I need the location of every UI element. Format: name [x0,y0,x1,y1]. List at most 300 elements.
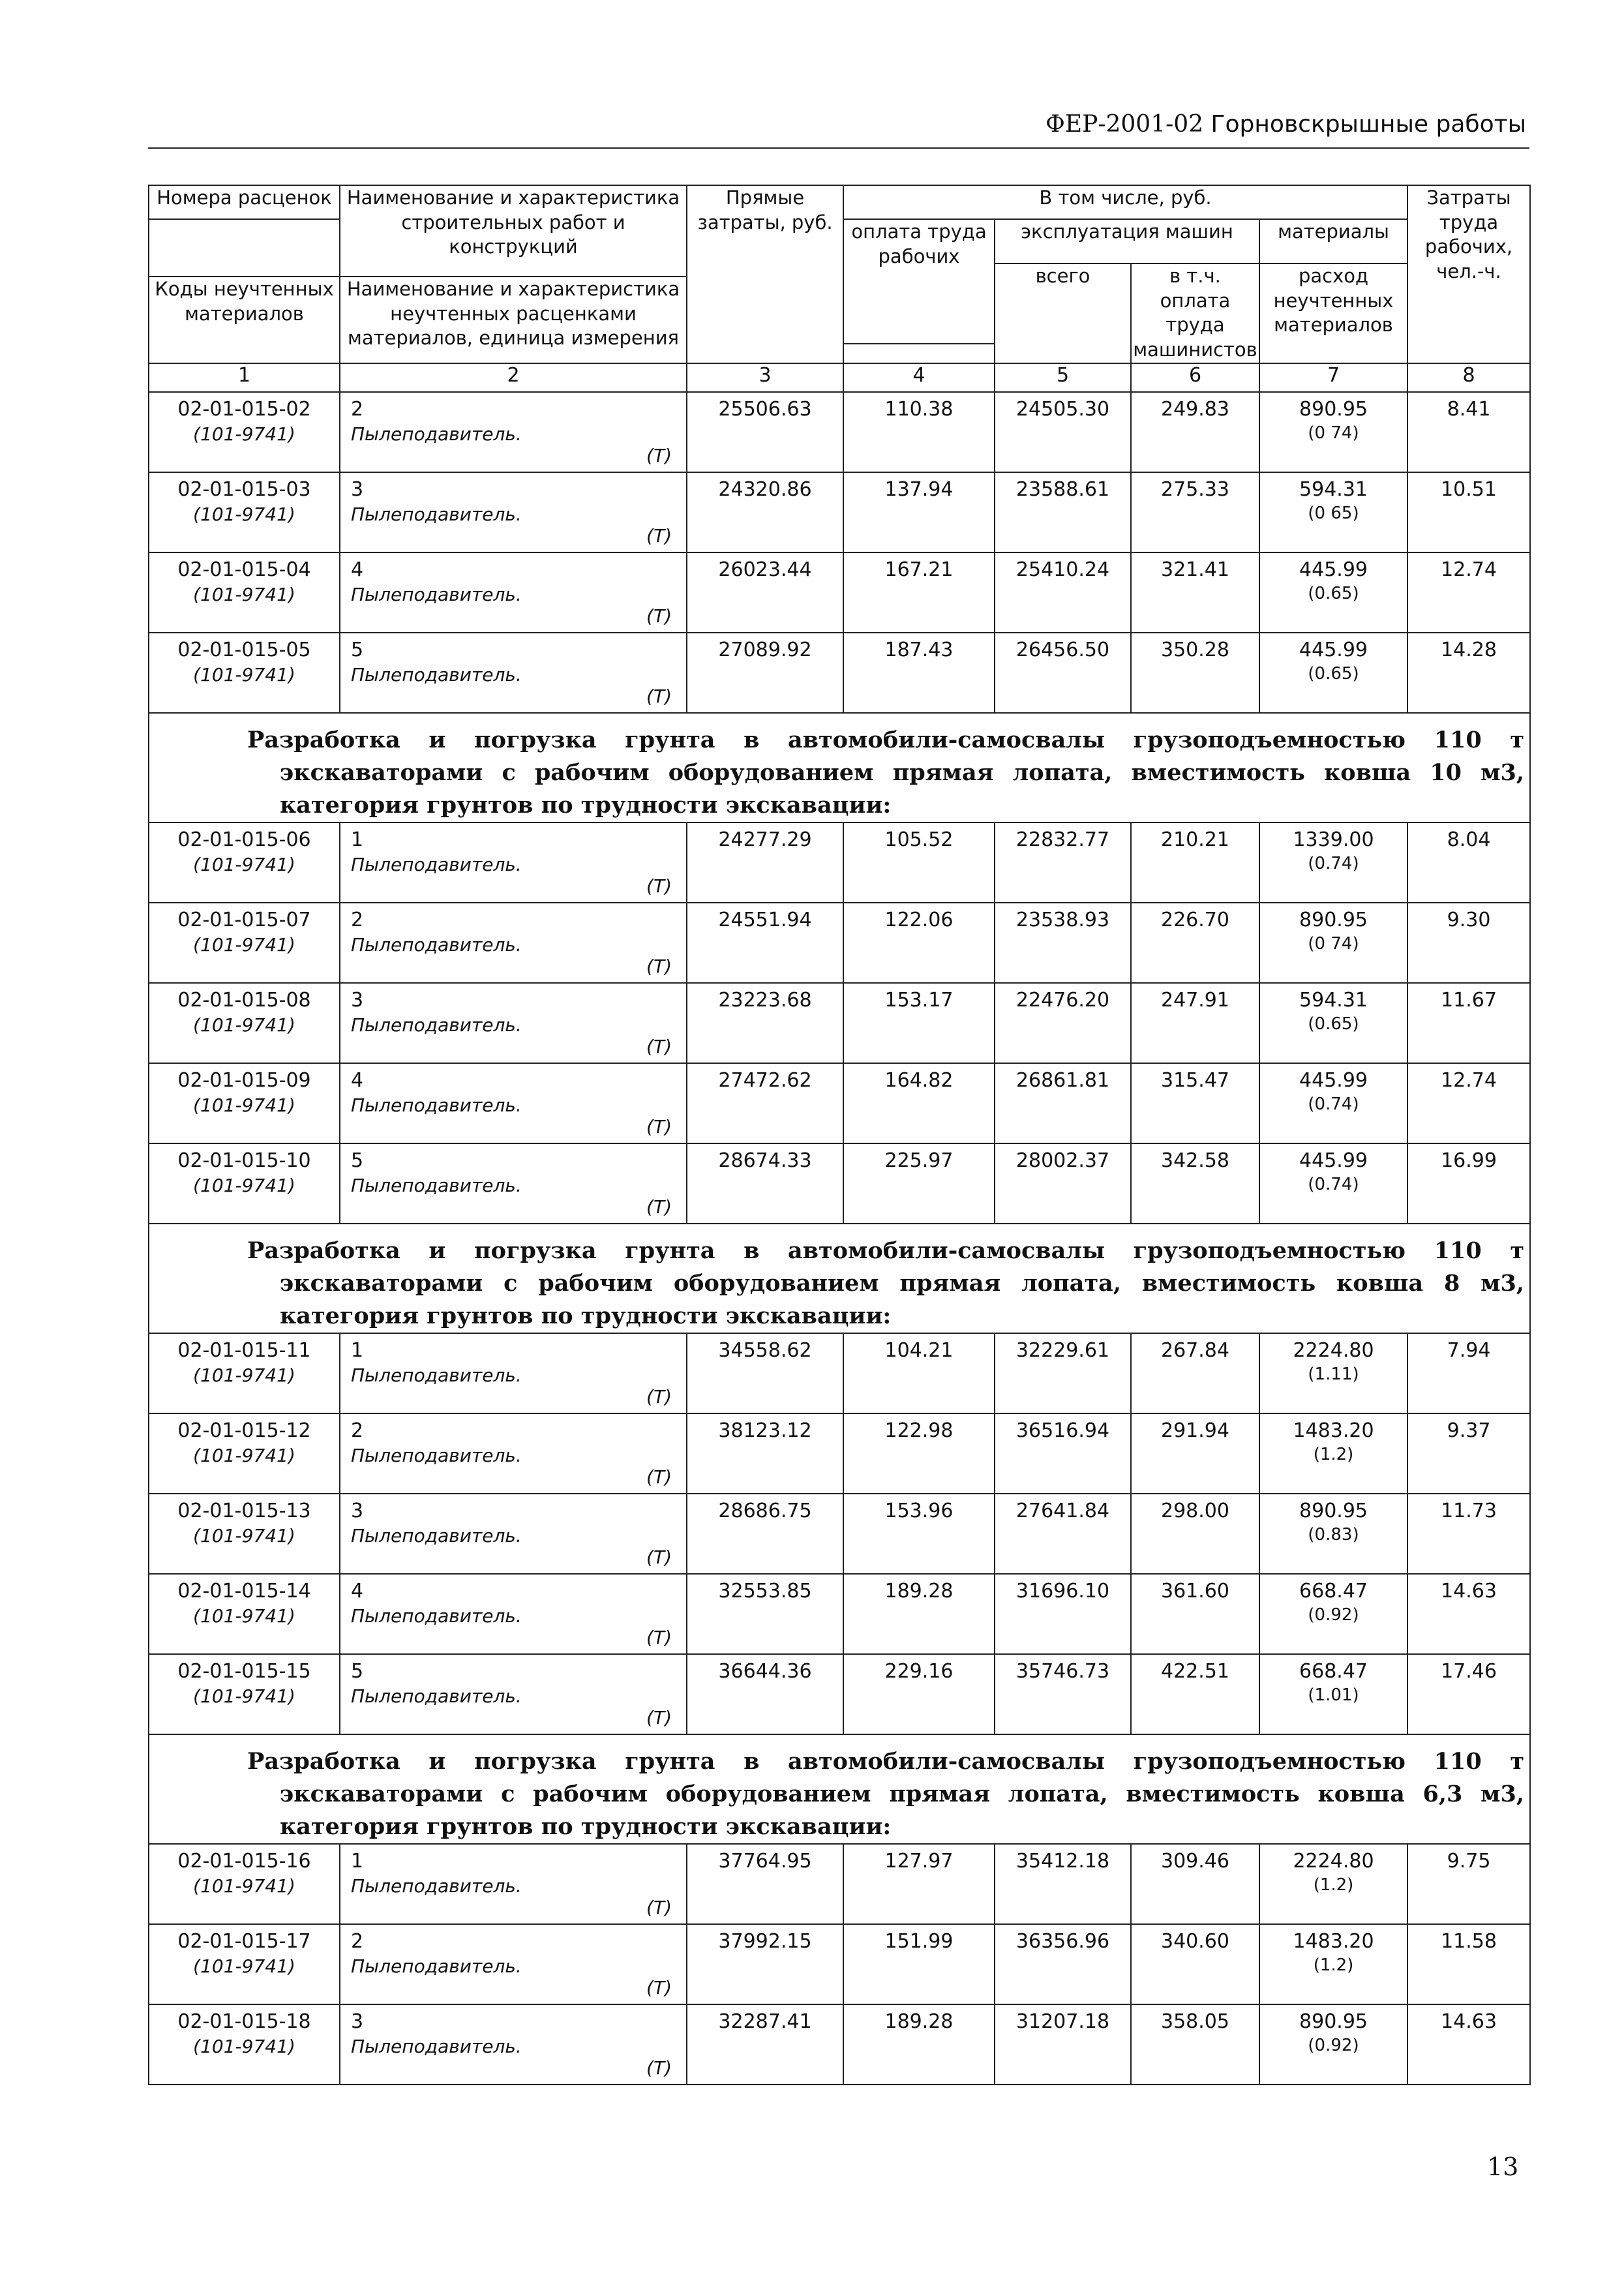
materials-price: 2224.80 [1293,1338,1374,1362]
name-cell [340,1333,687,1413]
operators-pay-cell-value: 309.46 [1161,1849,1229,1873]
row-number: 5 [351,1659,364,1683]
operators-pay-cell [1131,1333,1259,1413]
rate-code: 02-01-015-11 [177,1338,311,1362]
machines-total-cell [995,822,1131,903]
name-cell [340,1574,687,1654]
machines-total-cell-value: 36516.94 [1015,1419,1110,1442]
machines-total-cell-value: 32229.61 [1015,1338,1110,1362]
machines-total-cell [995,1574,1131,1654]
materials-price: 1483.20 [1293,1419,1374,1442]
labor-hours-cell [1407,1413,1530,1494]
code-cell [149,1654,340,1734]
labor-hours-value: 11.58 [1441,1929,1497,1953]
section-title: Разработка и погрузка грунта в автомобили-самосвалы грузоподъемностью 110 т экскаваторами с рабочим оборудованием прямая лопата, вместимость ковша 10 м3, категория грунтов по трудности экскавации: [247,726,1525,819]
material-unit: (Т) [646,1976,672,1998]
code-cell [149,392,340,472]
material-code: (101-9741) [193,1685,295,1707]
material-name: Пылеподавитель. [351,663,522,686]
labor-hours-value: 10.51 [1441,477,1497,501]
labor-pay-cell-value: 153.96 [884,1499,954,1522]
operators-pay-cell [1131,1574,1259,1654]
rate-code: 02-01-015-14 [177,1579,311,1603]
materials-price: 445.99 [1299,1068,1368,1092]
row-number: 3 [351,988,364,1012]
rate-code: 02-01-015-16 [177,1849,311,1873]
labor-hours-cell [1407,983,1530,1063]
materials-price: 445.99 [1299,1149,1368,1172]
rate-code: 02-01-015-08 [177,988,311,1012]
material-name: Пылеподавитель. [351,583,522,605]
rate-code: 02-01-015-02 [177,397,311,421]
labor-pay-cell-value: 122.98 [884,1419,954,1442]
operators-pay-cell [1131,1143,1259,1224]
materials-cell [1259,2004,1407,2085]
direct-cost-cell-value: 37764.95 [718,1849,812,1873]
machines-total-cell-value: 24505.30 [1015,397,1110,421]
section-title-row [149,1224,1530,1333]
material-code: (101-9741) [193,1955,295,1977]
name-cell [340,472,687,552]
labor-pay-cell [843,392,995,472]
machines-total-cell-value: 26861.81 [1015,1068,1110,1092]
including-group-header: В том числе, руб. [843,185,1407,219]
labor-hours-cell [1407,1333,1530,1413]
material-name: Пылеподавитель. [351,1955,522,1977]
labor-pay-cell [843,1143,995,1224]
direct-cost-cell-value: 34558.62 [718,1338,812,1362]
machines-total-cell-value: 25410.24 [1015,558,1110,581]
direct-cost-cell [687,1574,843,1654]
row-number: 4 [351,1068,364,1092]
operators-pay-cell [1131,1063,1259,1143]
row-number: 1 [351,828,364,851]
material-unit: (Т) [646,2057,672,2079]
code-cell [149,903,340,983]
labor-hours-value: 9.75 [1447,1849,1491,1873]
operators-pay-cell-value: 315.47 [1161,1068,1229,1092]
materials-quantity: (0.92) [1308,1605,1359,1625]
operators-pay-cell [1131,552,1259,633]
operators-pay-cell-value: 291.94 [1161,1419,1229,1442]
direct-cost-cell [687,903,843,983]
section-title-cell [149,1734,1530,1844]
rate-code: 02-01-015-06 [177,828,311,851]
machines-total-cell-value: 35412.18 [1015,1849,1110,1873]
material-code: (101-9741) [193,663,295,686]
direct-cost-cell [687,392,843,472]
table-row [149,472,1530,552]
labor-hours-cell [1407,1844,1530,1924]
operators-pay-cell [1131,633,1259,713]
machines-total-cell-value: 23588.61 [1015,477,1110,501]
machines-total-cell-value: 22476.20 [1015,988,1110,1012]
operators-pay-header: в т.ч. оплата труда машинистов [1131,264,1259,363]
machines-total-cell [995,472,1131,552]
labor-hours-cell [1407,552,1530,633]
machines-total-cell-value: 36356.96 [1015,1929,1110,1953]
material-name: Пылеподавитель. [351,1444,522,1466]
operators-pay-cell-value: 340.60 [1161,1929,1229,1953]
materials-quantity: (0.83) [1308,1524,1359,1545]
material-name: Пылеподавитель. [351,1685,522,1707]
materials-quantity: (0 74) [1308,933,1359,954]
direct-cost-cell [687,1063,843,1143]
machines-total-cell-value: 31696.10 [1015,1579,1110,1603]
column-number: 1 [149,363,340,392]
direct-cost-cell-value: 32287.41 [718,2010,812,2033]
section-title: Разработка и погрузка грунта в автомобили-самосвалы грузоподъемностью 110 т экскаваторами с рабочим оборудованием прямая лопата, вместимость ковша 6,3 м3, категория грунтов по трудности экскавации: [247,1747,1525,1840]
name-cell [340,1844,687,1924]
code-cell [149,2004,340,2085]
labor-pay-cell-value: 153.17 [884,988,954,1012]
col1-bottom-header: Коды неучтенных материалов [149,277,340,363]
col2-bottom-header: Наименование и характеристика неучтенных расценками материалов, единица измерения [340,277,687,363]
labor-hours-cell [1407,1924,1530,2004]
labor-pay-cell-value: 189.28 [884,2010,954,2033]
row-number: 5 [351,638,364,661]
row-number: 5 [351,1149,364,1172]
table-row [149,1654,1530,1734]
direct-cost-cell-value: 25506.63 [718,397,812,421]
labor-hours-value: 17.46 [1441,1659,1497,1683]
labor-pay-cell [843,472,995,552]
rate-code: 02-01-015-03 [177,477,311,501]
direct-cost-cell [687,552,843,633]
material-unit: (Т) [646,955,672,977]
table-row [149,1063,1530,1143]
section-title-row [149,713,1530,822]
code-cell [149,472,340,552]
col1-spacer [149,219,340,277]
row-number: 3 [351,477,364,501]
operators-pay-cell [1131,822,1259,903]
direct-cost-cell [687,633,843,713]
column-number: 4 [843,363,995,392]
material-code: (101-9741) [193,1174,295,1196]
operators-pay-cell-value: 210.21 [1161,828,1229,851]
labor-hours-cell [1407,2004,1530,2085]
material-name: Пылеподавитель. [351,1524,522,1546]
unaccounted-materials-header: расход неучтенных материалов [1259,264,1407,363]
rate-code: 02-01-015-12 [177,1419,311,1442]
machines-total-cell-value: 23538.93 [1015,908,1110,931]
direct-cost-cell-value: 24277.29 [718,828,812,851]
materials-price: 890.95 [1299,397,1368,421]
materials-quantity: (0.65) [1308,583,1359,603]
direct-cost-cell [687,1844,843,1924]
table-row [149,1413,1530,1494]
name-cell [340,822,687,903]
materials-cell [1259,1924,1407,2004]
labor-pay-header: оплата труда рабочих [843,219,995,344]
machines-total-cell [995,983,1131,1063]
table-row [149,2004,1530,2085]
materials-cell [1259,552,1407,633]
labor-hours-cell [1407,633,1530,713]
material-unit: (Т) [646,1035,672,1057]
direct-cost-cell-value: 24320.86 [718,477,812,501]
column-number: 8 [1407,363,1530,392]
machines-total-cell [995,1654,1131,1734]
labor-pay-cell-value: 127.97 [884,1849,954,1873]
table-row [149,822,1530,903]
row-number: 2 [351,1929,364,1953]
labor-hours-cell [1407,392,1530,472]
materials-price: 445.99 [1299,558,1368,581]
direct-cost-cell [687,2004,843,2085]
materials-price: 594.31 [1299,477,1368,501]
material-code: (101-9741) [193,1875,295,1897]
material-name: Пылеподавитель. [351,503,522,525]
material-code: (101-9741) [193,1094,295,1116]
direct-cost-cell-value: 24551.94 [718,908,812,931]
materials-cell [1259,1574,1407,1654]
labor-pay-cell-value: 104.21 [884,1338,954,1362]
labor-hours-value: 8.41 [1447,397,1491,421]
table-row [149,1844,1530,1924]
material-code: (101-9741) [193,933,295,956]
direct-cost-cell-value: 23223.68 [718,988,812,1012]
labor-pay-cell [843,1654,995,1734]
table-row [149,1494,1530,1574]
direct-cost-cell-value: 37992.15 [718,1929,812,1953]
labor-pay-cell [843,633,995,713]
material-unit: (Т) [646,605,672,627]
material-name: Пылеподавитель. [351,2035,522,2057]
material-code: (101-9741) [193,1524,295,1546]
name-cell [340,1654,687,1734]
header-rule [148,147,1529,149]
column-numbers-row [149,363,1530,392]
labor-hours-cell [1407,903,1530,983]
labor-hours-value: 12.74 [1441,558,1497,581]
material-unit: (Т) [646,1196,672,1218]
name-cell [340,983,687,1063]
name-cell [340,392,687,472]
material-unit: (Т) [646,1115,672,1138]
operators-pay-cell-value: 267.84 [1161,1338,1229,1362]
name-cell [340,1494,687,1574]
machines-total-cell [995,552,1131,633]
materials-cell [1259,1333,1407,1413]
material-code: (101-9741) [193,1444,295,1466]
operators-pay-cell [1131,1413,1259,1494]
labor-hours-cell [1407,822,1530,903]
col2-top-header: Наименование и характеристика строительных работ и конструкций [340,185,687,277]
labor-pay-cell-value: 189.28 [884,1579,954,1603]
direct-cost-cell-value: 28674.33 [718,1149,812,1172]
materials-price: 445.99 [1299,638,1368,661]
column-number: 3 [687,363,843,392]
materials-quantity: (0.74) [1308,853,1359,873]
operators-pay-cell-value: 249.83 [1161,397,1229,421]
table-row [149,1143,1530,1224]
materials-cell [1259,1413,1407,1494]
labor-pay-cell-value: 167.21 [884,558,954,581]
materials-cell [1259,1844,1407,1924]
labor-pay-cell [843,903,995,983]
name-cell [340,1063,687,1143]
operators-pay-cell-value: 298.00 [1161,1499,1229,1522]
material-name: Пылеподавитель. [351,1094,522,1116]
code-cell [149,552,340,633]
code-cell [149,1844,340,1924]
labor-pay-cell-value: 105.52 [884,828,954,851]
row-number: 4 [351,1579,364,1603]
machines-total-cell [995,1924,1131,2004]
labor-hours-value: 14.63 [1441,1579,1497,1603]
machines-total-cell [995,1063,1131,1143]
name-cell [340,633,687,713]
labor-hours-value: 11.73 [1441,1499,1497,1522]
table-row [149,903,1530,983]
table-row [149,1574,1530,1654]
labor-hours-value: 9.30 [1447,908,1491,931]
materials-price: 2224.80 [1293,1849,1374,1873]
material-code: (101-9741) [193,1605,295,1627]
labor-pay-cell-value: 110.38 [884,397,954,421]
name-cell [340,1413,687,1494]
rate-code: 02-01-015-07 [177,908,311,931]
row-number: 2 [351,1419,364,1442]
direct-cost-cell-value: 32553.85 [718,1579,812,1603]
labor-pay-cell [843,1063,995,1143]
machines-total-cell [995,633,1131,713]
column-number: 6 [1131,363,1259,392]
material-name: Пылеподавитель. [351,853,522,875]
code-cell [149,983,340,1063]
direct-cost-cell [687,1924,843,2004]
direct-cost-cell [687,1654,843,1734]
material-name: Пылеподавитель. [351,1605,522,1627]
rate-code: 02-01-015-15 [177,1659,311,1683]
materials-cell [1259,1143,1407,1224]
direct-cost-cell-value: 38123.12 [718,1419,812,1442]
name-cell [340,903,687,983]
materials-quantity: (0 65) [1308,503,1359,523]
materials-quantity: (1.2) [1313,1955,1354,1975]
material-name: Пылеподавитель. [351,933,522,956]
material-code: (101-9741) [193,503,295,525]
labor-hours-value: 7.94 [1447,1338,1491,1362]
code-cell [149,1574,340,1654]
name-cell [340,1143,687,1224]
labor-pay-cell-value: 187.43 [884,638,954,661]
material-code: (101-9741) [193,2035,295,2057]
materials-price: 890.95 [1299,908,1368,931]
direct-cost-cell [687,1333,843,1413]
labor-hours-value: 11.67 [1441,988,1497,1012]
materials-price: 1339.00 [1293,828,1374,851]
direct-cost-cell-value: 27472.62 [718,1068,812,1092]
materials-quantity: (1.01) [1308,1685,1359,1705]
labor-hours-value: 9.37 [1447,1419,1491,1442]
machines-total-cell [995,1413,1131,1494]
direct-cost-cell-value: 36644.36 [718,1659,812,1683]
materials-header: материалы [1259,219,1407,264]
operators-pay-cell-value: 226.70 [1161,908,1229,931]
labor-pay-cell [843,822,995,903]
machines-total-cell [995,2004,1131,2085]
row-number: 4 [351,558,364,581]
material-unit: (Т) [646,1546,672,1568]
material-name: Пылеподавитель. [351,1014,522,1036]
labor-pay-cell-value: 122.06 [884,908,954,931]
material-unit: (Т) [646,685,672,707]
code-cell [149,1494,340,1574]
row-number: 1 [351,1338,364,1362]
materials-price: 668.47 [1299,1659,1368,1683]
code-cell [149,1413,340,1494]
table-row [149,552,1530,633]
labor-hours-cell [1407,472,1530,552]
materials-price: 890.95 [1299,1499,1368,1522]
rate-code: 02-01-015-10 [177,1149,311,1172]
labor-pay-cell-value: 229.16 [884,1659,954,1683]
section-title-cell [149,1224,1530,1333]
material-unit: (Т) [646,524,672,547]
operators-pay-cell-value: 350.28 [1161,638,1229,661]
labor-pay-cell-value: 164.82 [884,1068,954,1092]
labor-hours-value: 12.74 [1441,1068,1497,1092]
page-number: 13 [1487,2152,1519,2181]
labor-pay-cell [843,552,995,633]
labor-pay-cell [843,1413,995,1494]
materials-cell [1259,633,1407,713]
header-subtitle: Горновскрышные работы [1210,111,1526,138]
rate-code: 02-01-015-13 [177,1499,311,1522]
machines-total-cell-value: 22832.77 [1015,828,1110,851]
operators-pay-cell-value: 358.05 [1161,2010,1229,2033]
direct-cost-cell-value: 28686.75 [718,1499,812,1522]
rates-table [148,185,1531,2085]
materials-quantity: (0.92) [1308,2035,1359,2055]
operators-pay-cell [1131,1844,1259,1924]
machines-total-cell-value: 35746.73 [1015,1659,1110,1683]
code-cell [149,1924,340,2004]
labor-pay-cell [843,983,995,1063]
material-unit: (Т) [646,1896,672,1918]
material-unit: (Т) [646,875,672,897]
col1-top-header: Номера расценок [149,185,340,219]
materials-price: 594.31 [1299,988,1368,1012]
machines-total-cell-value: 26456.50 [1015,638,1110,661]
direct-cost-cell [687,1413,843,1494]
machines-total-cell [995,392,1131,472]
direct-cost-cell-value: 27089.92 [718,638,812,661]
operators-pay-cell-value: 247.91 [1161,988,1229,1012]
table-row [149,633,1530,713]
name-cell [340,552,687,633]
operators-pay-cell-value: 275.33 [1161,477,1229,501]
material-unit: (Т) [646,1626,672,1648]
operators-pay-cell [1131,903,1259,983]
machines-total-header: всего [995,264,1131,363]
labor-pay-cell-value: 225.97 [884,1149,954,1172]
machines-header: эксплуатация машин [995,219,1259,264]
labor-hours-cell [1407,1654,1530,1734]
material-code: (101-9741) [193,423,295,445]
materials-cell [1259,983,1407,1063]
name-cell [340,2004,687,2085]
material-name: Пылеподавитель. [351,1364,522,1386]
materials-quantity: (0 74) [1308,423,1359,443]
machines-total-cell-value: 28002.37 [1015,1149,1110,1172]
code-cell [149,633,340,713]
row-number: 3 [351,2010,364,2033]
operators-pay-cell-value: 422.51 [1161,1659,1229,1683]
